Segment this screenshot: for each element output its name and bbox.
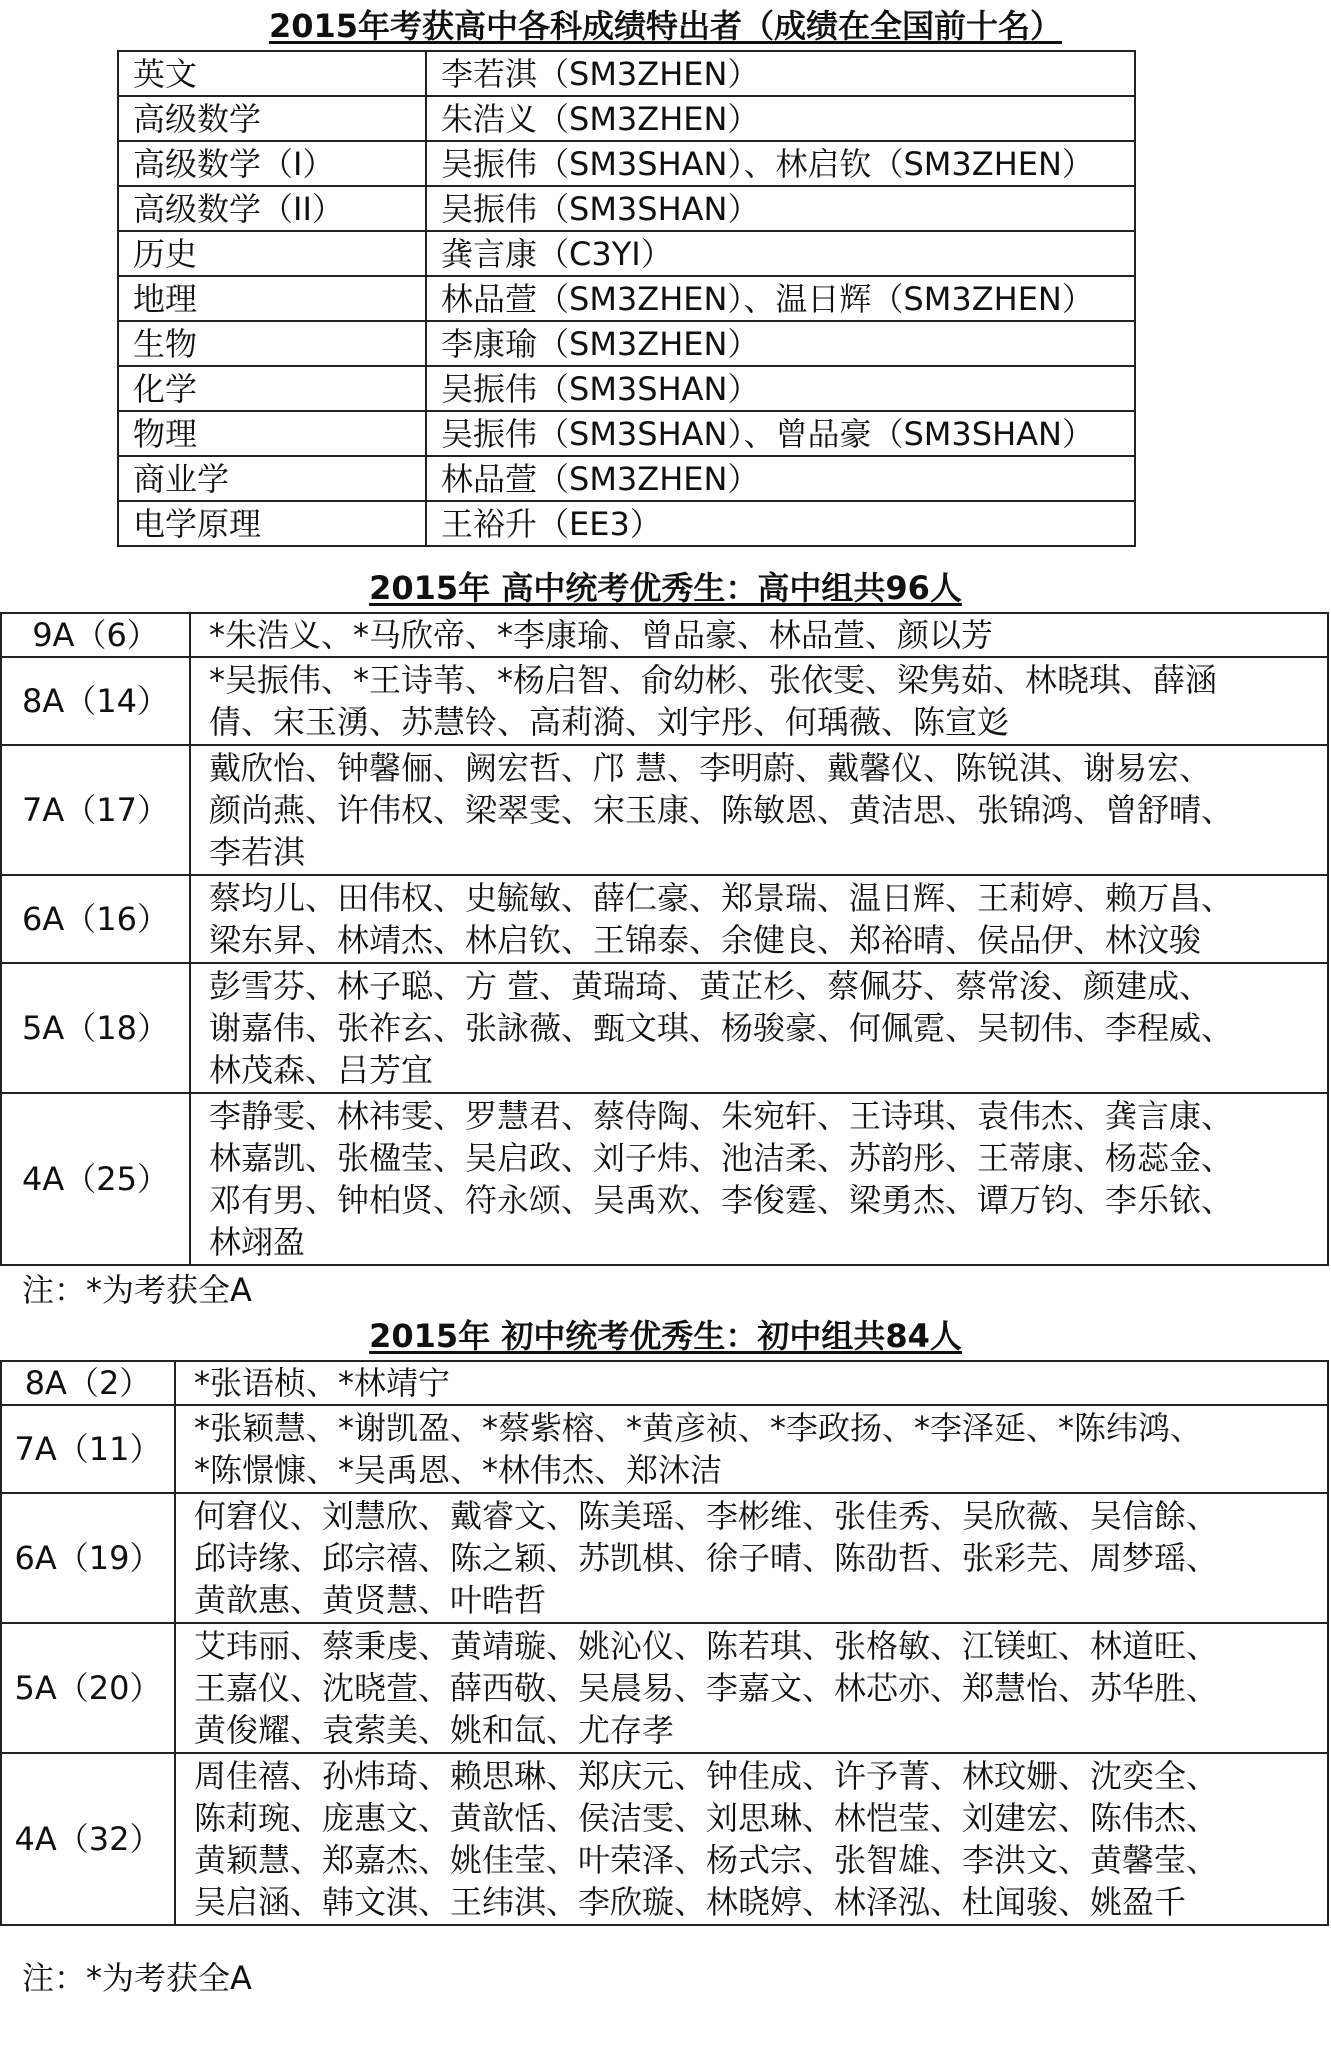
subject-cell: 历史 (118, 231, 426, 276)
honour-row (1, 1623, 1328, 1753)
winner-cell: 吴振伟（SM3SHAN）、曾品豪（SM3SHAN） (426, 411, 1135, 456)
names-line: 李若淇 (209, 833, 306, 871)
subject-cell: 高级数学（II） (118, 186, 426, 231)
names-line: 周佳禧、孙炜琦、赖思琳、郑庆元、钟佳成、许予菁、林玟姗、沈奕全、 (194, 1757, 1219, 1795)
names-line: *张颖慧、*谢凯盈、*蔡紫榕、*黄彦祯、*李政扬、*李泽延、*陈纬鸿、 (194, 1409, 1203, 1447)
names-line: 颜尚燕、许伟权、梁翠雯、宋玉康、陈敏恩、黄洁思、张锦鸿、曾舒晴、 (209, 791, 1234, 829)
winner-cell: 龚言康（C3YI） (426, 231, 1135, 276)
honour-row (1, 1405, 1328, 1493)
subject-cell: 英文 (118, 51, 426, 96)
names-line: 林茂森、吕芳宜 (209, 1051, 434, 1089)
winner-cell: 李康瑜（SM3ZHEN） (426, 321, 1135, 366)
honour-row (1, 1093, 1328, 1265)
names-cell (190, 657, 1328, 745)
grade-cell: 5A（18） (1, 963, 190, 1093)
winner-cell: 吴振伟（SM3SHAN） (426, 366, 1135, 411)
winner-cell: 吴振伟（SM3SHAN） (426, 186, 1135, 231)
grade-cell: 5A（20） (1, 1623, 175, 1753)
honour-row (1, 875, 1328, 963)
names-line: 倩、宋玉湧、苏慧铃、高莉漪、刘宇彤、何瑀薇、陈宣彣 (209, 703, 1010, 741)
award-row (118, 366, 1135, 411)
names-line: 陈莉琬、庞惠文、黄歆恬、侯洁雯、刘思琳、林恺莹、刘建宏、陈伟杰、 (194, 1799, 1219, 1837)
names-line: 梁东昇、林靖杰、林启钦、王锦泰、余健良、郑裕晴、侯品伊、林汶骏 (209, 921, 1202, 959)
award-row (118, 411, 1135, 456)
names-cell (175, 1361, 1328, 1405)
honour-row (1, 1493, 1328, 1623)
names-line: 黄俊耀、袁萦美、姚和氙、尤存孝 (194, 1711, 675, 1749)
senior-honours-table (0, 612, 1329, 1266)
honour-row (1, 1361, 1328, 1405)
grade-cell: 8A（2） (1, 1361, 175, 1405)
grade-cell: 6A（19） (1, 1493, 175, 1623)
honour-row (1, 1753, 1328, 1925)
grade-cell: 9A（6） (1, 613, 190, 657)
names-line: 彭雪芬、林子聪、方 萱、黄瑞琦、黄芷杉、蔡佩芬、蔡常浚、颜建成、 (209, 967, 1212, 1005)
names-line: 何窘仪、刘慧欣、戴睿文、陈美瑶、李彬维、张佳秀、吴欣薇、吴信餘、 (194, 1497, 1219, 1535)
subject-cell: 化学 (118, 366, 426, 411)
names-line: 蔡均儿、田伟权、史毓敏、薛仁豪、郑景瑞、温日辉、王莉婷、赖万昌、 (209, 879, 1234, 917)
award-row (118, 186, 1135, 231)
names-cell (175, 1753, 1328, 1925)
award-row (118, 276, 1135, 321)
junior-honours-table (0, 1360, 1329, 1926)
subject-cell: 电学原理 (118, 501, 426, 546)
names-line: 王嘉仪、沈晓萱、薛西敬、吴晨易、李嘉文、林芯亦、郑慧怡、苏华胜、 (194, 1669, 1219, 1707)
award-row (118, 51, 1135, 96)
names-line: *吴振伟、*王诗苇、*杨启智、俞幼彬、张依雯、梁隽茹、林晓琪、薛涵 (209, 661, 1218, 699)
names-cell (190, 963, 1328, 1093)
honour-row (1, 613, 1328, 657)
honour-row (1, 745, 1328, 875)
names-cell (175, 1405, 1328, 1493)
winner-cell: 林品萱（SM3ZHEN）、温日辉（SM3ZHEN） (426, 276, 1135, 321)
award-row (118, 321, 1135, 366)
grade-cell: 4A（32） (1, 1753, 175, 1925)
winner-cell: 林品萱（SM3ZHEN） (426, 456, 1135, 501)
grade-cell: 7A（17） (1, 745, 190, 875)
names-line: 戴欣怡、钟馨俪、阙宏哲、邝 慧、李明蔚、戴馨仪、陈锐淇、谢易宏、 (209, 749, 1212, 787)
names-line: 艾玮丽、蔡秉虔、黄靖璇、姚沁仪、陈若琪、张格敏、江镁虹、林道旺、 (194, 1627, 1219, 1665)
subject-cell: 地理 (118, 276, 426, 321)
junior-title: 2015年 初中统考优秀生：初中组共84人 (369, 1317, 962, 1355)
subject-awards-table (117, 50, 1136, 547)
honour-row (1, 963, 1328, 1093)
subject-cell: 高级数学（I） (118, 141, 426, 186)
winner-cell: 王裕升（EE3） (426, 501, 1135, 546)
names-line: *朱浩义、*马欣帝、*李康瑜、曾品豪、林品萱、颜以芳 (209, 616, 994, 654)
names-line: 谢嘉伟、张祚玄、张詠薇、甄文琪、杨骏豪、何佩霓、吴韧伟、李程威、 (209, 1009, 1234, 1047)
grade-cell: 6A（16） (1, 875, 190, 963)
names-line: 黄颖慧、郑嘉杰、姚佳莹、叶荣泽、杨式宗、张智雄、李洪文、黄馨莹、 (194, 1841, 1219, 1879)
names-cell (190, 745, 1328, 875)
award-row (118, 456, 1135, 501)
grade-cell: 8A（14） (1, 657, 190, 745)
names-line: *陈憬慷、*吴禹恩、*林伟杰、郑沐洁 (194, 1451, 723, 1489)
award-row (118, 96, 1135, 141)
subject-cell: 生物 (118, 321, 426, 366)
award-row (118, 501, 1135, 546)
subject-cell: 物理 (118, 411, 426, 456)
awards-title: 2015年考获高中各科成绩特出者（成绩在全国前十名） (268, 7, 1063, 45)
names-line: *张语桢、*林靖宁 (194, 1364, 451, 1402)
names-line: 林嘉凯、张楹莹、吴启政、刘子炜、池洁柔、苏韵彤、王蒂康、杨蕊金、 (209, 1139, 1234, 1177)
names-cell (175, 1623, 1328, 1753)
winner-cell: 朱浩义（SM3ZHEN） (426, 96, 1135, 141)
award-row (118, 231, 1135, 276)
junior-note: 注：*为考获全A (22, 1959, 252, 1997)
names-line: 吴启涵、韩文淇、王纬淇、李欣璇、林晓婷、林泽泓、杜闻骏、姚盈千 (194, 1883, 1187, 1921)
senior-title: 2015年 高中统考优秀生：高中组共96人 (369, 569, 962, 607)
winner-cell: 李若淇（SM3ZHEN） (426, 51, 1135, 96)
award-row (118, 141, 1135, 186)
subject-cell: 高级数学 (118, 96, 426, 141)
names-line: 邓有男、钟柏贤、符永颂、吴禹欢、李俊霆、梁勇杰、谭万钧、李乐铱、 (209, 1181, 1234, 1219)
subject-cell: 商业学 (118, 456, 426, 501)
honour-row (1, 657, 1328, 745)
names-cell (190, 1093, 1328, 1265)
names-line: 邱诗缘、邱宗禧、陈之颖、苏凯棋、徐子晴、陈劭哲、张彩芫、周梦瑶、 (194, 1539, 1219, 1577)
grade-cell: 7A（11） (1, 1405, 175, 1493)
names-cell (190, 613, 1328, 657)
names-cell (175, 1493, 1328, 1623)
names-line: 李静雯、林祎雯、罗慧君、蔡侍陶、朱宛轩、王诗琪、袁伟杰、龚言康、 (209, 1097, 1234, 1135)
grade-cell: 4A（25） (1, 1093, 190, 1265)
names-line: 黄歆惠、黄贤慧、叶晧哲 (194, 1581, 547, 1619)
senior-note: 注：*为考获全A (22, 1271, 252, 1309)
winner-cell: 吴振伟（SM3SHAN）、林启钦（SM3ZHEN） (426, 141, 1135, 186)
names-line: 林翊盈 (209, 1223, 306, 1261)
names-cell (190, 875, 1328, 963)
